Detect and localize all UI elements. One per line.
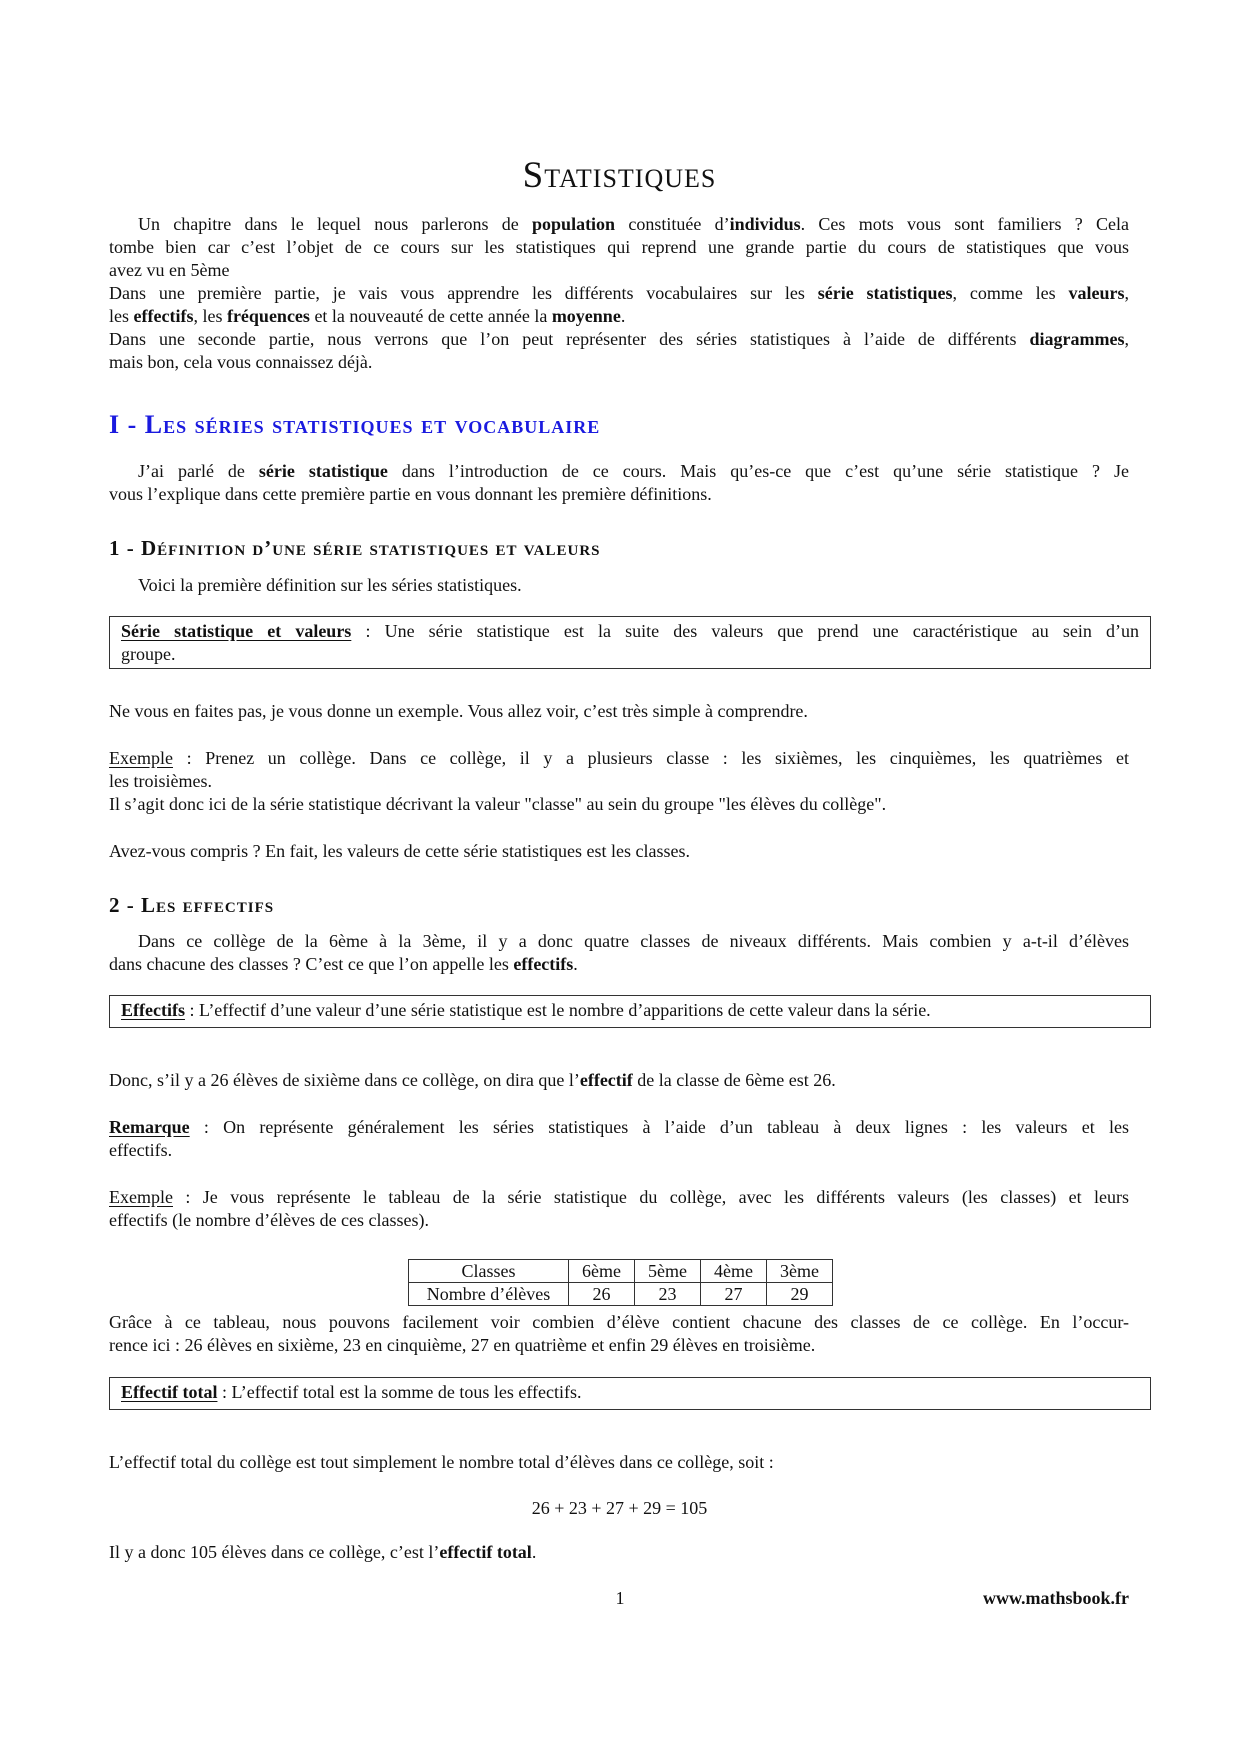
sub1-intro: Voici la première définition sur les séries statistiques. [138,575,522,595]
intro-line-3: avez vu en 5ème [109,260,230,280]
table-cell: 23 [635,1283,701,1306]
table-cell: 29 [767,1283,833,1306]
definition-box-serie [109,616,1151,669]
intro-line-4: Dans une première partie, je vais vous apprendre les différents vocabulaires sur les série statistiques, comme les valeurs, [109,283,1129,303]
sub2-example [109,1186,1129,1232]
sub2-p3-line-1: Grâce à ce tableau, nous pouvons facilement voir combien d’élève contient chacune des classes de ce collège. En l’occur- [109,1312,1129,1332]
sub2-paragraph-1 [109,930,1129,976]
table-header-cell: Classes [409,1260,569,1283]
table-row [409,1283,833,1306]
example-line-3: Il s’agit donc ici de la série statistique décrivant la valeur "classe" au sein du groupe "les élèves du collège". [109,794,887,814]
definition-box-effectifs [109,995,1151,1028]
remark-line-2: effectifs. [109,1140,173,1160]
example-line-1: Exemple : Prenez un collège. Dans ce collège, il y a plusieurs classe : les sixièmes, les cinquièmes, les quatrièmes et [109,748,1129,768]
section-heading-1: I - Les séries statistiques et vocabulaire [109,410,601,439]
intro-line-1: Un chapitre dans le lequel nous parlerons de population constituée d’individus. Ces mots vous sont familiers ? Cela [138,214,1129,234]
definition-term: Série statistique et valeurs [121,621,352,641]
example-line-2: les troisièmes. [109,771,212,791]
intro-line-6: Dans une seconde partie, nous verrons que l’on peut représenter des séries statistiques à l’aide de différents diagrammes, [109,329,1129,349]
sub1-paragraph-2: Ne vous en faites pas, je vous donne un exemple. Vous allez voir, c’est très simple à comprendre. [109,701,808,721]
definition-term: Effectifs [121,1000,185,1020]
section1-paragraph [109,460,1129,506]
section1-line-2: vous l’explique dans cette première partie en vous donnant les première définitions. [109,484,712,504]
sub2-paragraph-4: L’effectif total du collège est tout simplement le nombre total d’élèves dans ce collège, soit : [109,1452,774,1472]
example-line-1: Exemple : Je vous représente le tableau de la série statistique du collège, avec les différents valeurs (les classes) et leurs [109,1187,1129,1207]
remark-label: Remarque [109,1117,190,1137]
page-title: Statistiques [522,155,717,196]
statistics-table [408,1259,833,1306]
sub2-p3-line-2: rence ici : 26 élèves en sixième, 23 en cinquième, 27 en quatrième et enfin 29 élèves en troisième. [109,1335,816,1355]
intro-line-7: mais bon, cela vous connaissez déjà. [109,352,373,372]
table-cell: 26 [569,1283,635,1306]
remark-line-1: Remarque : On représente généralement les séries statistiques à l’aide d’un tableau à deux lignes : les valeurs et les [109,1117,1129,1137]
sum-equation: 26 + 23 + 27 + 29 = 105 [531,1498,708,1518]
definition-line-1: Série statistique et valeurs : Une série statistique est la suite des valeurs que prend une caractéristique au sein d’un [121,621,1139,641]
table-header-cell: Nombre d’élèves [409,1283,569,1306]
remark [109,1116,1129,1162]
definition-line-2: groupe. [121,644,176,664]
sub2-line-2: dans chacune des classes ? C’est ce que l’on appelle les effectifs. [109,954,578,974]
table-cell: 3ème [767,1260,833,1283]
table-cell: 4ème [701,1260,767,1283]
definition-box-effectif-total [109,1377,1151,1410]
sub2-line-1: Dans ce collège de la 6ème à la 3ème, il y a donc quatre classes de niveaux différents. Mais combien y a-t-il d’élèves [138,931,1129,951]
table-row [409,1260,833,1283]
subsection-heading-1: 1 - Définition d’une série statistiques et valeurs [109,536,601,560]
sub2-paragraph-2: Donc, s’il y a 26 élèves de sixième dans ce collège, on dira que l’effectif de la classe de 6ème est 26. [109,1070,836,1090]
example-label: Exemple [109,748,173,768]
intro-line-2: tombe bien car c’est l’objet de ce cours sur les statistiques qui reprend une grande partie du cours de statistiques que vous [109,237,1129,257]
definition-line: Effectif total : L’effectif total est la somme de tous les effectifs. [121,1382,582,1402]
table-cell: 5ème [635,1260,701,1283]
sub1-paragraph-3: Avez-vous compris ? En fait, les valeurs de cette série statistiques est les classes. [109,841,690,861]
table-cell: 27 [701,1283,767,1306]
sub2-paragraph-5: Il y a donc 105 élèves dans ce collège, c’est l’effectif total. [109,1542,537,1562]
website-link[interactable]: www.mathsbook.fr [982,1588,1129,1608]
page-number: 1 [615,1588,625,1608]
example-label: Exemple [109,1187,173,1207]
intro-line-5: les effectifs, les fréquences et la nouveauté de cette année la moyenne. [109,306,626,326]
definition-line: Effectifs : L’effectif d’une valeur d’une série statistique est le nombre d’apparitions de cette valeur dans la série. [121,1000,931,1020]
example-line-2: effectifs (le nombre d’élèves de ces classes). [109,1210,430,1230]
definition-term: Effectif total [121,1382,218,1402]
sub2-paragraph-3 [109,1311,1129,1357]
table-cell: 6ème [569,1260,635,1283]
intro-paragraph [109,213,1129,374]
subsection-heading-2: 2 - Les effectifs [109,893,275,917]
section1-line-1: J’ai parlé de série statistique dans l’introduction de ce cours. Mais qu’es-ce que c’est qu’une série statistique ? Je [138,461,1129,481]
sub1-example [109,747,1129,816]
